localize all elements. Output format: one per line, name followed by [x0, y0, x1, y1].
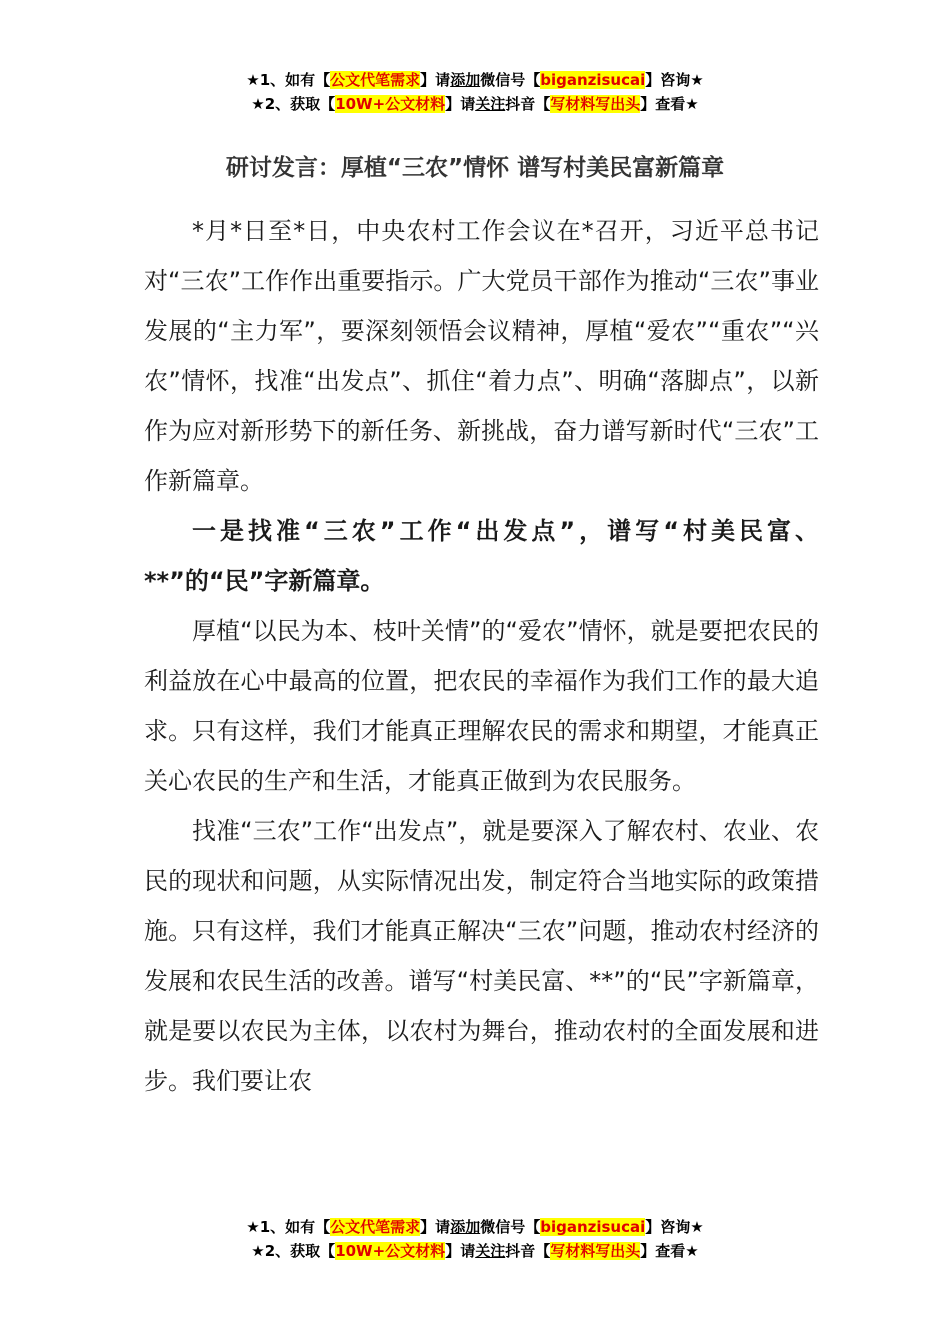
banner-text: 】请 [445, 1242, 476, 1260]
banner-text: ★1、如有【 [246, 71, 331, 89]
banner-highlight: biganzisucai [540, 1218, 646, 1236]
paragraph: 找准“三农”工作“出发点”，就是要深入了解农村、农业、农民的现状和问题，从实际情况出发，制定符合当地实际的政策措施。只有这样，我们才能真正解决“三农”问题，推动农村经济的发展和农民生活的改善。谱写“村美民富、**”的“民”字新篇章，就是要以农民为主体，以农村为舞台，推动农村的全面发展和进步。我们要让农 [144, 817, 819, 1095]
banner-text: ★1、如有【 [246, 1218, 331, 1236]
banner-text: 】查看★ [640, 1242, 699, 1260]
banner-highlight: biganzisucai [540, 71, 646, 89]
header-banner [0, 68, 950, 116]
document-title: 研讨发言：厚植“三农”情怀 谱写村美民富新篇章 [225, 155, 725, 181]
banner-text: 】咨询★ [645, 71, 704, 89]
banner-text: ★2、获取【 [251, 1242, 336, 1260]
banner-highlight: 写材料写出头 [550, 95, 641, 113]
banner-text: 】请 [420, 71, 451, 89]
banner-text: 微信号【 [480, 71, 541, 89]
document-body [144, 206, 819, 1106]
banner-text: ★2、获取【 [251, 95, 336, 113]
footer-banner [0, 1215, 950, 1263]
paragraph-intro: *月*日至*日，中央农村工作会议在*召开，习近平总书记对“三农”工作作出重要指示。广大党员干部作为推动“三农”事业发展的“主力军”，要深刻领悟会议精神，厚植“爱农”“重农”“兴农”情怀，找准“出发点”、抓住“着力点”、明确“落脚点”，以新作为应对新形势下的新任务、新挑战，奋力谱写新时代“三农”工作新篇章。 [144, 217, 819, 495]
section-heading-1: 一是找准“三农”工作“出发点”，谱写“村美民富、**”的“民”字新篇章。 [144, 517, 819, 595]
banner-line-2 [0, 92, 950, 116]
banner-line-1 [0, 1215, 950, 1239]
banner-line-2 [0, 1239, 950, 1263]
banner-text: 】查看★ [640, 95, 699, 113]
banner-text: 】咨询★ [645, 1218, 704, 1236]
banner-highlight: 10W+公文材料 [335, 95, 446, 113]
banner-highlight: 10W+公文材料 [335, 1242, 446, 1260]
banner-text: 】请 [420, 1218, 451, 1236]
banner-text: 抖音【 [505, 95, 551, 113]
banner-highlight: 写材料写出头 [550, 1242, 641, 1260]
banner-underlined-text: 关注 [475, 1242, 506, 1260]
banner-line-1 [0, 68, 950, 92]
banner-highlight: 公文代笔需求 [330, 71, 421, 89]
banner-underlined-text: 添加 [450, 1218, 481, 1236]
banner-text: 】请 [445, 95, 476, 113]
banner-text: 微信号【 [480, 1218, 541, 1236]
banner-text: 抖音【 [505, 1242, 551, 1260]
banner-underlined-text: 添加 [450, 71, 481, 89]
banner-highlight: 公文代笔需求 [330, 1218, 421, 1236]
banner-underlined-text: 关注 [475, 95, 506, 113]
paragraph: 厚植“以民为本、枝叶关情”的“爱农”情怀，就是要把农民的利益放在心中最高的位置，把农民的幸福作为我们工作的最大追求。只有这样，我们才能真正理解农民的需求和期望，才能真正关心农民的生产和生活，才能真正做到为农民服务。 [144, 617, 819, 795]
